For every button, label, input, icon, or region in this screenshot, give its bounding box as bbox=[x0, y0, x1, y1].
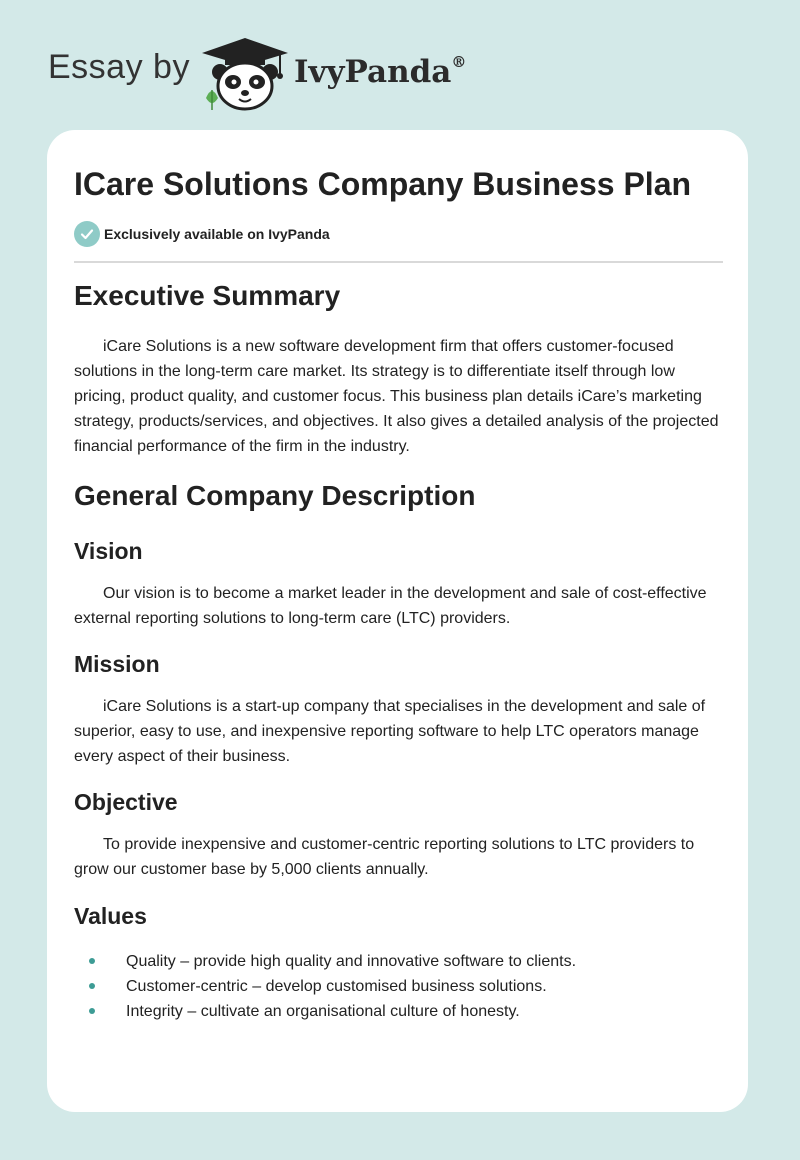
title-divider bbox=[74, 261, 723, 263]
badge-label: Exclusively available on IvyPanda bbox=[104, 226, 330, 242]
subheading-values: Values bbox=[74, 903, 147, 929]
values-list bbox=[74, 949, 723, 1024]
mission-paragraph: iCare Solutions is a start-up company that specialises in the development and sale of superior, easy to use, and inexpensive reporting software to help LTC operators manage every aspect of their business. bbox=[74, 698, 706, 765]
section-heading-general-description: General Company Description bbox=[74, 480, 476, 511]
essay-card bbox=[47, 130, 748, 1112]
subheading-mission: Mission bbox=[74, 651, 160, 677]
list-item: Integrity – cultivate an organisational culture of honesty. bbox=[74, 999, 723, 1024]
essay-by-label: Essay by bbox=[48, 48, 190, 86]
panda-logo-icon[interactable] bbox=[200, 34, 290, 112]
vision-paragraph: Our vision is to become a market leader in the development and sale of cost-effective external reporting solutions to long-term care (LTC) providers. bbox=[74, 585, 707, 627]
subheading-vision: Vision bbox=[74, 538, 143, 564]
section-heading-executive-summary: Executive Summary bbox=[74, 280, 341, 311]
essay-body bbox=[74, 280, 723, 1024]
site-header bbox=[0, 0, 800, 130]
brand-name[interactable] bbox=[294, 54, 466, 90]
check-icon bbox=[74, 221, 100, 247]
executive-summary-paragraph: iCare Solutions is a new software development firm that offers customer-focused solutions in the long-term care market. Its strategy is to differentiate itself through low pricing, product quality, and customer focus. This business plan details iCare’s marketing strategy, products/services, and objectives. It also gives a detailed analysis of the projected financial performance of the firm in the industry. bbox=[74, 338, 719, 455]
subheading-objective: Objective bbox=[74, 789, 178, 815]
registered-mark: ® bbox=[451, 52, 467, 71]
list-item: Quality – provide high quality and innovative software to clients. bbox=[74, 949, 723, 974]
list-item: Customer-centric – develop customised business solutions. bbox=[74, 974, 723, 999]
objective-paragraph: To provide inexpensive and customer-centric reporting solutions to LTC providers to grow our customer base by 5,000 clients annually. bbox=[74, 836, 695, 878]
brand-text: IvyPanda bbox=[294, 54, 452, 90]
exclusive-badge bbox=[74, 221, 330, 247]
page-title: ICare Solutions Company Business Plan bbox=[74, 166, 692, 202]
